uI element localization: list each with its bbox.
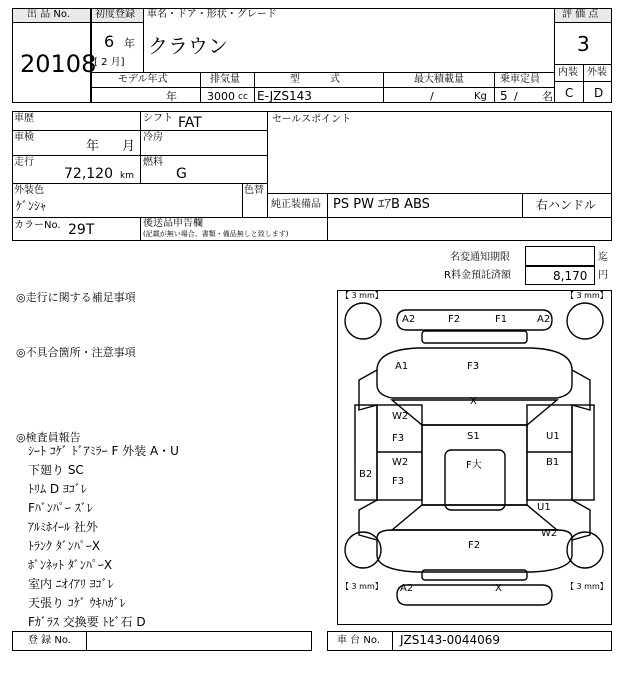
car-diagram-drawing <box>337 290 612 625</box>
interior-grade: C <box>565 86 574 100</box>
max-load-unit: Kg <box>474 91 487 102</box>
inspector-line: ﾄﾗﾝｸ ﾀﾞﾝﾊﾟｰX <box>28 539 101 553</box>
mark-a2-front-right: A2 <box>537 314 551 325</box>
shift: FAT <box>178 115 202 131</box>
fuel-label: 燃料 <box>143 157 163 168</box>
first-reg-year: 6 <box>104 32 115 51</box>
interior-label: 内装 <box>558 67 578 78</box>
exterior-label: 外装 <box>587 67 607 78</box>
fuel: G <box>176 166 187 182</box>
name-change-label: 名変通知期限 <box>450 252 510 263</box>
grade-label: 評 価 点 <box>562 9 599 20</box>
mark-f3-left-2: F3 <box>392 476 405 487</box>
first-reg-month: [ 2 月] <box>94 57 125 68</box>
inspector-line: ｱﾙﾐﾎｲｰﾙ 社外 <box>28 520 98 534</box>
inspection-label: 車検 <box>14 132 34 143</box>
tire-front-left: 【 3 mm】 <box>341 291 383 300</box>
inspector-title: ◎検査員報告 <box>16 431 81 444</box>
recycle-unit: 円 <box>598 270 608 281</box>
ac-label: 冷房 <box>143 132 163 143</box>
mark-w2-right: W2 <box>541 528 558 539</box>
equipment: PS PW ｴｱB ABS <box>333 197 430 212</box>
defects-title: ◎不具合箇所・注意事項 <box>16 346 136 359</box>
mark-x-windshield: X <box>470 396 477 407</box>
mark-a2-front-left: A2 <box>402 314 416 325</box>
grade: 3 <box>577 32 590 56</box>
mark-u1-right-1: U1 <box>546 431 560 442</box>
inspector-line: ﾄﾘﾑ D ﾖｺﾞﾚ <box>28 482 87 496</box>
car-name: クラウン <box>148 34 228 58</box>
lot-no: 20108 <box>20 50 97 78</box>
steering: 右ハンドル <box>536 198 597 212</box>
first-reg-label: 初度登録 <box>95 9 135 20</box>
mileage: 72,120 <box>64 166 113 182</box>
inspector-line: Fﾊﾞﾝﾊﾟｰ ｽﾞﾚ <box>28 501 93 515</box>
color-no-box <box>12 217 612 241</box>
mark-s1: S1 <box>467 431 480 442</box>
color: ｹﾞﾝｼｬ <box>16 199 47 213</box>
lot-no-label: 出 品 No. <box>27 9 70 20</box>
equipment-label: 純正装備品 <box>271 199 321 210</box>
capacity-sep: / <box>514 90 518 103</box>
mark-f3-hood: F3 <box>467 361 480 372</box>
mark-f3-left-1: F3 <box>392 433 405 444</box>
displacement: 3000 <box>207 90 235 103</box>
inspector-line: ﾎﾞﾝﾈｯﾄ ﾀﾞﾝﾊﾟｰX <box>28 558 113 572</box>
mark-b1: B1 <box>546 457 560 468</box>
shift-label: シフト <box>143 113 173 124</box>
color-label: 外装色 <box>14 185 44 196</box>
recycle-amount: 8,170 <box>553 269 588 283</box>
max-load-sep: / <box>430 90 434 103</box>
inspector-line: 下廻り SC <box>28 463 84 477</box>
color-no-label: カラーNo. <box>14 220 61 231</box>
driving-notes-title: ◎走行に関する補足事項 <box>16 291 136 304</box>
inspection-year-unit: 年 <box>86 139 100 154</box>
tire-rear-right: 【 3 mm】 <box>566 582 608 591</box>
documents-label: 後送品申告欄 <box>143 218 203 229</box>
recycle-label: R料金預託済額 <box>444 270 511 281</box>
displacement-label: 排気量 <box>210 74 240 85</box>
displacement-unit: cc <box>238 92 248 102</box>
mark-a1: A1 <box>395 361 409 372</box>
mark-w2-left-1: W2 <box>392 411 409 422</box>
inspector-line: Fｶﾞﾗｽ 交換要 ﾄﾋﾞ石 D <box>28 615 146 629</box>
name-change-unit: 迄 <box>598 252 608 263</box>
capacity: 5 <box>500 89 508 103</box>
name-change-box <box>525 246 595 266</box>
exterior-grade: D <box>594 86 604 100</box>
mark-a2-rear: A2 <box>400 583 414 594</box>
inspector-line: 天張り ｺｹﾞ ｳｷﾊｶﾞﾚ <box>28 596 126 610</box>
color-change-label: 色替 <box>244 185 264 196</box>
mark-b2: B2 <box>359 469 373 480</box>
max-load-label: 最大積載量 <box>414 74 464 85</box>
capacity-label: 乗車定員 <box>500 74 540 85</box>
mark-f1-front: F1 <box>495 314 508 325</box>
first-reg-year-unit: 年 <box>124 37 135 50</box>
inspector-line: 室内 ﾆｵｲｱﾘ ﾖｺﾞﾚ <box>28 577 114 591</box>
mark-f2-front: F2 <box>448 314 461 325</box>
type: E-JZS143 <box>257 89 312 103</box>
mark-f-large: F大 <box>466 460 482 471</box>
mileage-unit: km <box>120 171 134 181</box>
chassis-no: JZS143-0044069 <box>400 633 501 647</box>
color-no: 29T <box>68 222 95 238</box>
mark-w2-left-2: W2 <box>392 457 409 468</box>
type-label: 型 式 <box>290 74 340 85</box>
history-label: 車歴 <box>14 113 34 124</box>
tire-front-right: 【 3 mm】 <box>566 291 608 300</box>
capacity-unit: 名 <box>542 90 553 103</box>
chassis-label: 車 台 No. <box>337 635 380 646</box>
tire-rear-left: 【 3 mm】 <box>341 582 383 591</box>
model-year-unit: 年 <box>166 90 177 103</box>
documents-note: (記載が無い場合、書類・備品無しと致します) <box>143 230 289 238</box>
inspection-month-unit: 月 <box>122 139 136 154</box>
model-year-label: モデル年式 <box>118 74 168 85</box>
mark-f2-trunk: F2 <box>468 540 481 551</box>
mark-x-rear: X <box>495 583 502 594</box>
sales-point-label: セールスポイント <box>272 114 352 125</box>
mark-u1-right-2: U1 <box>537 502 551 513</box>
mileage-label: 走行 <box>14 157 34 168</box>
car-name-label: 車名・ドア・形状・グレード <box>147 9 277 20</box>
inspector-line: ｼｰﾄ ｺｹﾞ ﾄﾞｱﾐﾗｰ F 外装 A・U <box>28 444 179 458</box>
reg-no-label: 登 録 No. <box>28 635 71 646</box>
